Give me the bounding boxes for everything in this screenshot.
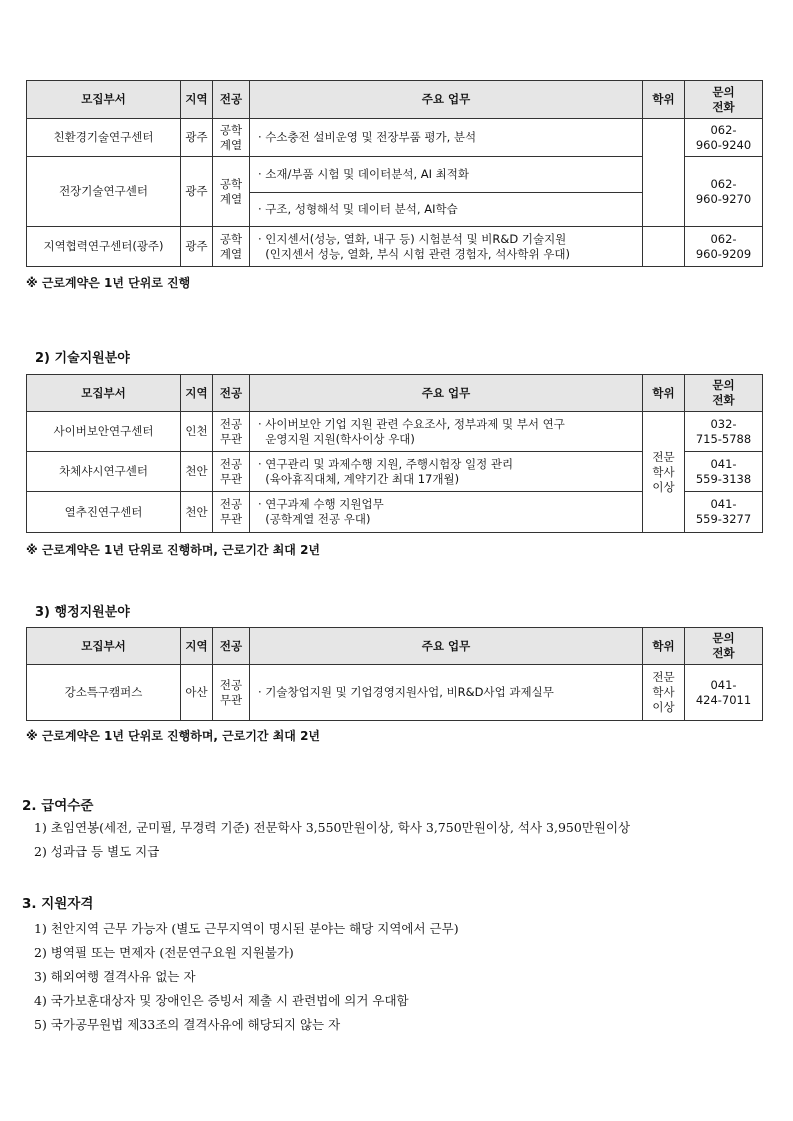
- qualification-item: 2) 병역필 또는 면제자 (전문연구요원 지원불가): [34, 945, 294, 960]
- duty-cell: · 사이버보안 기업 지원 관련 수요조사, 정부과제 및 부서 연구 운영지원 지원(학사이상 우대): [250, 412, 643, 452]
- header-contact: 문의 전화: [685, 81, 763, 119]
- region-cell: 인천: [181, 412, 213, 452]
- contact-cell: 062- 960-9270: [685, 157, 763, 227]
- qualification-item: 4) 국가보훈대상자 및 장애인은 증빙서 제출 시 관련법에 의거 우대함: [34, 993, 409, 1008]
- header-major: 전공: [213, 628, 250, 665]
- degree-cell: 전문 학사 이상: [643, 412, 685, 533]
- header-region: 지역: [181, 375, 213, 412]
- degree-cell: 전문 학사 이상: [643, 665, 685, 721]
- dept-cell: 지역협력연구센터(광주): [27, 227, 181, 267]
- qualification-item: 3) 해외여행 결격사유 없는 자: [34, 969, 196, 984]
- duty-cell: · 수소충전 설비운영 및 전장부품 평가, 분석: [250, 119, 643, 157]
- region-cell: 광주: [181, 157, 213, 227]
- table-admin-support: [26, 627, 763, 721]
- region-cell: 광주: [181, 227, 213, 267]
- contact-cell: 041- 559-3277: [685, 492, 763, 533]
- header-dept: 모집부서: [27, 81, 181, 119]
- table-research: [26, 80, 763, 267]
- region-cell: 천안: [181, 492, 213, 533]
- contract-note: ※ 근로계약은 1년 단위로 진행하며, 근로기간 최대 2년: [26, 543, 321, 557]
- header-duty: 주요 업무: [250, 628, 643, 665]
- header-dept: 모집부서: [27, 628, 181, 665]
- header-contact: 문의 전화: [685, 628, 763, 665]
- contact-cell: 041- 424-7011: [685, 665, 763, 721]
- salary-item: 2) 성과급 등 별도 지급: [34, 844, 160, 859]
- contract-note: ※ 근로계약은 1년 단위로 진행: [26, 276, 191, 290]
- degree-cell: [643, 227, 685, 267]
- dept-cell: 친환경기술연구센터: [27, 119, 181, 157]
- major-cell: 공학 계열: [213, 227, 250, 267]
- header-degree: 학위: [643, 628, 685, 665]
- header-degree: 학위: [643, 375, 685, 412]
- duty-cell: · 인지센서(성능, 열화, 내구 등) 시험분석 및 비R&D 기술지원 (인지센서 성능, 열화, 부식 시험 관련 경험자, 석사학위 우대): [250, 227, 643, 267]
- major-cell: 전공 무관: [213, 452, 250, 492]
- contract-note: ※ 근로계약은 1년 단위로 진행하며, 근로기간 최대 2년: [26, 729, 321, 743]
- major-cell: 공학 계열: [213, 119, 250, 157]
- dept-cell: 차체샤시연구센터: [27, 452, 181, 492]
- table-tech-support: [26, 374, 763, 533]
- header-region: 지역: [181, 628, 213, 665]
- header-duty: 주요 업무: [250, 81, 643, 119]
- duty-cell: · 소재/부품 시험 및 데이터분석, AI 최적화: [250, 157, 643, 193]
- section-title: 3) 행정지원분야: [35, 605, 130, 620]
- major-cell: 전공 무관: [213, 412, 250, 452]
- salary-item: 1) 초임연봉(세전, 군미필, 무경력 기준) 전문학사 3,550만원이상, 학사 3,750만원이상, 석사 3,950만원이상: [34, 820, 631, 835]
- contact-cell: 062- 960-9240: [685, 119, 763, 157]
- degree-cell: [643, 119, 685, 227]
- qualification-item: 5) 국가공무원법 제33조의 결격사유에 해당되지 않는 자: [34, 1017, 341, 1032]
- header-degree: 학위: [643, 81, 685, 119]
- duty-cell: · 연구관리 및 과제수행 지원, 주행시험장 일정 관리 (육아휴직대체, 계약기간 최대 17개월): [250, 452, 643, 492]
- duty-cell: · 연구과제 수행 지원업무 (공학계열 전공 우대): [250, 492, 643, 533]
- contact-cell: 062- 960-9209: [685, 227, 763, 267]
- major-cell: 전공 무관: [213, 492, 250, 533]
- contact-cell: 032- 715-5788: [685, 412, 763, 452]
- header-major: 전공: [213, 81, 250, 119]
- qualification-item: 1) 천안지역 근무 가능자 (별도 근무지역이 명시된 분야는 해당 지역에서 근무): [34, 921, 459, 936]
- dept-cell: 사이버보안연구센터: [27, 412, 181, 452]
- salary-heading: 2. 급여수준: [22, 798, 94, 814]
- major-cell: 전공 무관: [213, 665, 250, 721]
- major-cell: 공학 계열: [213, 157, 250, 227]
- dept-cell: 전장기술연구센터: [27, 157, 181, 227]
- duty-cell: · 구조, 성형해석 및 데이터 분석, AI학습: [250, 193, 643, 227]
- section-title: 2) 기술지원분야: [35, 351, 130, 366]
- header-region: 지역: [181, 81, 213, 119]
- region-cell: 광주: [181, 119, 213, 157]
- header-major: 전공: [213, 375, 250, 412]
- header-contact: 문의 전화: [685, 375, 763, 412]
- region-cell: 아산: [181, 665, 213, 721]
- dept-cell: 강소특구캠퍼스: [27, 665, 181, 721]
- qualification-heading: 3. 지원자격: [22, 896, 94, 912]
- region-cell: 천안: [181, 452, 213, 492]
- header-duty: 주요 업무: [250, 375, 643, 412]
- header-dept: 모집부서: [27, 375, 181, 412]
- dept-cell: 열추진연구센터: [27, 492, 181, 533]
- contact-cell: 041- 559-3138: [685, 452, 763, 492]
- duty-cell: · 기술창업지원 및 기업경영지원사업, 비R&D사업 과제실무: [250, 665, 643, 721]
